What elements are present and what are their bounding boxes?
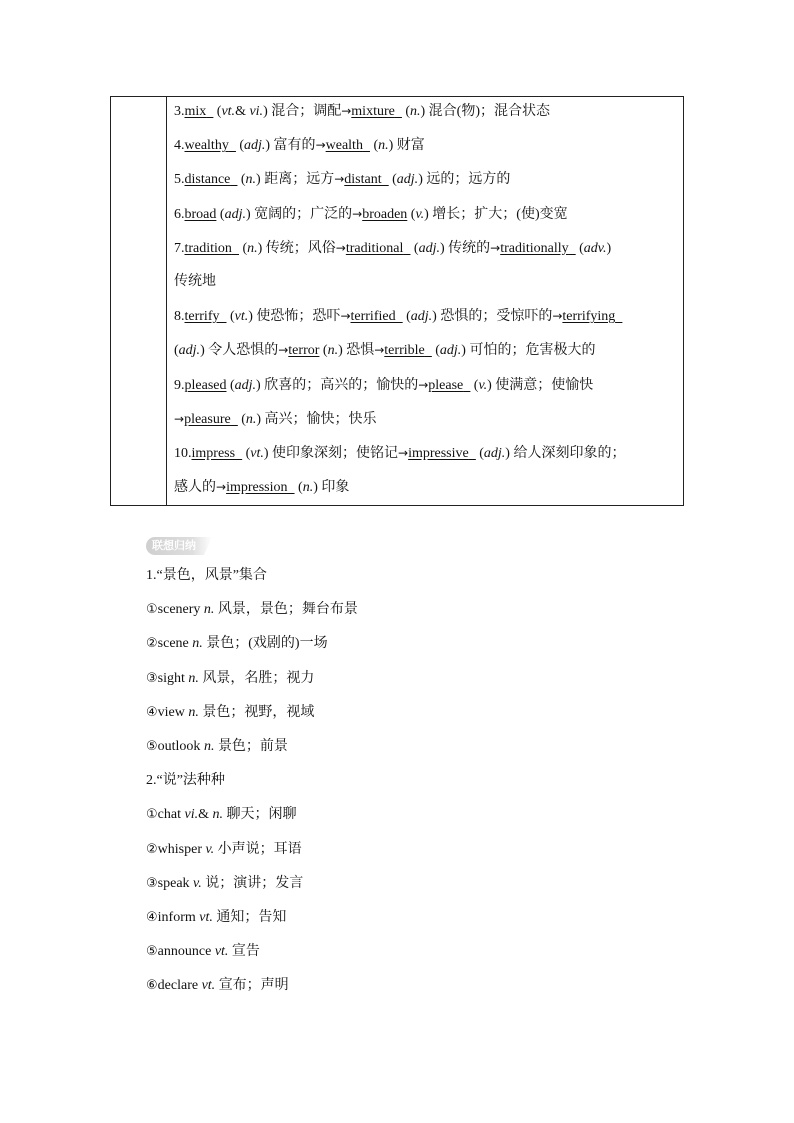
arrow-icon: → bbox=[334, 172, 345, 187]
text-segment: ( bbox=[242, 445, 251, 461]
text-segment: ( bbox=[226, 377, 235, 393]
text-segment: ④ bbox=[146, 704, 158, 720]
answer-word: wealthy bbox=[184, 138, 229, 154]
text-segment: ( bbox=[575, 240, 584, 256]
text-segment: adj. bbox=[418, 240, 440, 256]
text-segment: n. bbox=[302, 480, 314, 496]
text-segment: 风景，景色；舞台布景 bbox=[214, 602, 358, 618]
text-segment: ) 使满意；使愉快 bbox=[487, 377, 594, 393]
text-segment: 6. bbox=[174, 206, 185, 222]
text-segment: sight bbox=[157, 670, 189, 686]
text-segment: 5. bbox=[174, 172, 185, 188]
text-segment: n. bbox=[378, 138, 389, 154]
table-line bbox=[174, 265, 683, 299]
table-line bbox=[174, 162, 683, 196]
text-segment: ) 欣喜的；高兴的；愉快的 bbox=[256, 377, 419, 393]
answer-word: tradition bbox=[184, 240, 232, 256]
text-segment: ( bbox=[226, 309, 235, 325]
text-segment: ( bbox=[369, 138, 379, 154]
text-segment: ) 远的；远方的 bbox=[418, 172, 511, 188]
text-segment: 宣布；声明 bbox=[215, 978, 289, 994]
text-segment: adj. bbox=[178, 343, 201, 359]
text-segment: ② bbox=[146, 636, 158, 652]
text-segment: “说”法种种 bbox=[156, 773, 225, 789]
answer-word: terrible bbox=[384, 343, 425, 359]
text-segment: ) 混合；调配 bbox=[263, 104, 342, 119]
text-segment: chat bbox=[157, 807, 185, 823]
arrow-icon: → bbox=[216, 480, 227, 495]
text-segment: ) 恐惧 bbox=[338, 343, 375, 359]
table-line bbox=[174, 333, 683, 367]
text-segment: ④ bbox=[146, 909, 158, 925]
list-item bbox=[146, 901, 706, 935]
text-segment: ) 增长；扩大；(使)变宽 bbox=[424, 206, 568, 222]
text-segment: ) 财富 bbox=[388, 138, 425, 154]
text-segment: ③ bbox=[146, 875, 158, 891]
text-segment: ) bbox=[606, 240, 612, 256]
vocabulary-table bbox=[110, 96, 684, 506]
text-segment: adj. bbox=[483, 445, 506, 461]
arrow-icon: → bbox=[352, 206, 363, 221]
text-segment: v. bbox=[205, 841, 215, 857]
association-lists bbox=[146, 559, 706, 1003]
text-segment: inform bbox=[157, 909, 200, 925]
section-tag: 联想归纳 bbox=[146, 537, 212, 555]
text-segment: ( bbox=[402, 309, 411, 325]
table-line bbox=[174, 299, 683, 333]
text-segment: ) 距离；远方 bbox=[256, 172, 335, 188]
text-segment: 景色；视野，视域 bbox=[198, 704, 315, 720]
text-segment: v. bbox=[193, 875, 202, 891]
text-segment: vt. bbox=[199, 909, 213, 925]
list-item bbox=[146, 935, 706, 969]
text-segment: scene bbox=[157, 636, 193, 652]
text-segment: adv. bbox=[583, 240, 607, 256]
answer-word: impression bbox=[226, 480, 288, 496]
answer-word: impress bbox=[191, 445, 236, 461]
table-line bbox=[174, 94, 683, 128]
text-segment: 9. bbox=[174, 377, 185, 393]
text-segment: n. bbox=[188, 670, 199, 686]
text-segment: announce bbox=[157, 944, 215, 960]
text-segment: ( bbox=[237, 411, 246, 427]
text-segment: ) 混合(物)；混合状态 bbox=[420, 104, 551, 119]
text-segment: adj. bbox=[410, 309, 433, 325]
text-segment: ) 给人深刻印象的； bbox=[505, 445, 626, 461]
text-segment: view bbox=[157, 704, 189, 720]
text-segment: ) 富有的 bbox=[265, 138, 316, 154]
arrow-icon: → bbox=[335, 240, 346, 255]
list-item bbox=[146, 662, 706, 696]
answer-word: broad bbox=[184, 206, 217, 222]
text-segment: ⑤ bbox=[146, 738, 158, 754]
text-segment: vi. bbox=[249, 104, 264, 119]
table-line bbox=[174, 402, 683, 436]
text-segment: 宣告 bbox=[228, 944, 260, 960]
table-line bbox=[174, 197, 683, 231]
text-segment: 4. bbox=[174, 138, 185, 154]
text-segment: ) 可怕的；危害极大的 bbox=[461, 343, 596, 359]
answer-word: wealth bbox=[325, 138, 363, 154]
arrow-icon: → bbox=[340, 309, 351, 324]
text-segment: 2. bbox=[146, 773, 157, 789]
text-segment: 7. bbox=[174, 240, 185, 256]
table-line bbox=[174, 436, 683, 470]
list-item bbox=[146, 559, 706, 593]
text-segment: 景色；前景 bbox=[214, 738, 288, 754]
text-segment: ( bbox=[410, 240, 419, 256]
text-segment: 8. bbox=[174, 309, 185, 325]
arrow-icon: → bbox=[552, 309, 563, 324]
arrow-icon: → bbox=[418, 377, 429, 392]
text-segment: 通知；告知 bbox=[212, 909, 287, 925]
arrow-icon: → bbox=[278, 343, 289, 358]
table-line bbox=[174, 128, 683, 162]
text-segment: adj. bbox=[244, 138, 266, 154]
text-segment: ( bbox=[431, 343, 440, 359]
arrow-icon: → bbox=[398, 445, 409, 460]
text-segment: ) 高兴；愉快；快乐 bbox=[256, 411, 377, 427]
text-segment: v. bbox=[415, 206, 425, 222]
table-line bbox=[174, 368, 683, 402]
answer-word: broaden bbox=[362, 206, 408, 222]
text-segment: ( bbox=[475, 445, 484, 461]
text-segment: ( bbox=[216, 206, 225, 222]
text-segment: scenery bbox=[157, 602, 204, 618]
text-segment: & bbox=[235, 104, 250, 119]
text-segment: n. bbox=[203, 738, 215, 754]
answer-word: terrified bbox=[350, 309, 396, 325]
text-segment: 景色；(戏剧的)一场 bbox=[202, 636, 328, 652]
list-item bbox=[146, 764, 706, 798]
list-item bbox=[146, 798, 706, 832]
text-segment: outlook bbox=[157, 738, 204, 754]
text-segment: adj. bbox=[396, 172, 419, 188]
text-segment: ( bbox=[319, 343, 328, 359]
text-segment: vt. bbox=[221, 104, 236, 119]
list-item bbox=[146, 627, 706, 661]
text-segment: ( bbox=[235, 138, 244, 154]
answer-word: distance bbox=[184, 172, 231, 188]
answer-word: traditionally bbox=[500, 240, 569, 256]
text-segment: whisper bbox=[157, 841, 206, 857]
list-item bbox=[146, 833, 706, 867]
table-line bbox=[174, 231, 683, 265]
text-segment: ( bbox=[238, 240, 248, 256]
answer-word: terrify bbox=[184, 309, 220, 325]
text-segment: ) 印象 bbox=[313, 480, 350, 496]
text-segment: n. bbox=[410, 104, 421, 119]
table-line bbox=[174, 470, 683, 504]
arrow-icon: → bbox=[490, 240, 501, 255]
text-segment: 感人的 bbox=[174, 480, 216, 496]
text-segment: adj. bbox=[234, 377, 257, 393]
text-segment: n. bbox=[247, 240, 258, 256]
text-segment: 聊天；闲聊 bbox=[222, 807, 297, 823]
text-segment: ( bbox=[174, 343, 179, 359]
answer-word: terror bbox=[288, 343, 320, 359]
text-segment: ② bbox=[146, 841, 158, 857]
text-segment: “景色，风景”集合 bbox=[156, 568, 267, 583]
text-segment: 3. bbox=[174, 104, 185, 119]
text-segment: ( bbox=[294, 480, 303, 496]
text-segment: ) 传统；风俗 bbox=[257, 240, 336, 256]
text-segment: 传统地 bbox=[174, 273, 216, 289]
text-segment: adj. bbox=[439, 343, 462, 359]
text-segment: ( bbox=[470, 377, 479, 393]
text-segment: ( bbox=[388, 172, 397, 188]
answer-word: terrifying bbox=[562, 309, 616, 325]
text-segment: vt. bbox=[214, 944, 229, 960]
text-segment: 说；演讲；发言 bbox=[201, 875, 304, 891]
text-segment: ⑤ bbox=[146, 944, 158, 960]
text-segment: 10. bbox=[174, 445, 192, 461]
text-segment: ) 令人恐惧的 bbox=[200, 343, 279, 359]
text-segment: ① bbox=[146, 602, 158, 618]
answer-word: impressive bbox=[408, 445, 469, 461]
text-segment: vt. bbox=[250, 445, 264, 461]
text-segment: & bbox=[198, 807, 213, 823]
text-segment: ⑥ bbox=[146, 978, 158, 994]
text-segment: vt. bbox=[234, 309, 249, 325]
text-segment: adj. bbox=[224, 206, 246, 222]
text-segment: ( bbox=[237, 172, 246, 188]
text-segment: ) 宽阔的；广泛的 bbox=[245, 206, 353, 222]
answer-word: please bbox=[428, 377, 464, 393]
text-segment: 小声说；耳语 bbox=[214, 841, 302, 857]
text-segment: n. bbox=[192, 636, 203, 652]
arrow-icon: → bbox=[174, 411, 185, 426]
text-segment: ( bbox=[401, 104, 411, 119]
text-segment: n. bbox=[327, 343, 339, 359]
text-segment: n. bbox=[203, 602, 215, 618]
list-item bbox=[146, 867, 706, 901]
list-item bbox=[146, 730, 706, 764]
text-segment: n. bbox=[188, 704, 199, 720]
list-item bbox=[146, 969, 706, 1003]
text-segment: declare bbox=[157, 978, 202, 994]
text-segment: ① bbox=[146, 807, 158, 823]
text-segment: v. bbox=[478, 377, 488, 393]
text-segment: ( bbox=[407, 206, 416, 222]
answer-word: traditional bbox=[345, 240, 404, 256]
table-left-cell bbox=[111, 97, 167, 505]
table-content-cell bbox=[167, 97, 683, 505]
text-segment: ) 使恐怖；恐吓 bbox=[248, 309, 341, 325]
text-segment: vt. bbox=[201, 978, 216, 994]
text-segment: 风景，名胜；视力 bbox=[198, 670, 315, 686]
arrow-icon: → bbox=[374, 343, 385, 358]
answer-word: pleased bbox=[184, 377, 227, 393]
list-item bbox=[146, 696, 706, 730]
answer-word: mix bbox=[184, 104, 207, 119]
text-segment: n. bbox=[212, 807, 223, 823]
arrow-icon: → bbox=[341, 104, 352, 118]
text-segment: vi. bbox=[184, 807, 199, 823]
answer-word: mixture bbox=[351, 104, 395, 119]
answer-word: distant bbox=[344, 172, 382, 188]
text-segment: ③ bbox=[146, 670, 158, 686]
text-segment: n. bbox=[245, 411, 257, 427]
text-segment: n. bbox=[245, 172, 257, 188]
text-segment: ) 传统的 bbox=[439, 240, 491, 256]
text-segment: ) 使印象深刻；使铭记 bbox=[263, 445, 399, 461]
arrow-icon: → bbox=[315, 138, 326, 153]
text-segment: ) 恐惧的；受惊吓的 bbox=[432, 309, 553, 325]
text-segment: speak bbox=[157, 875, 194, 891]
list-item bbox=[146, 593, 706, 627]
text-segment: 1. bbox=[146, 568, 157, 583]
text-segment: ( bbox=[213, 104, 222, 119]
answer-word: pleasure bbox=[184, 411, 231, 427]
